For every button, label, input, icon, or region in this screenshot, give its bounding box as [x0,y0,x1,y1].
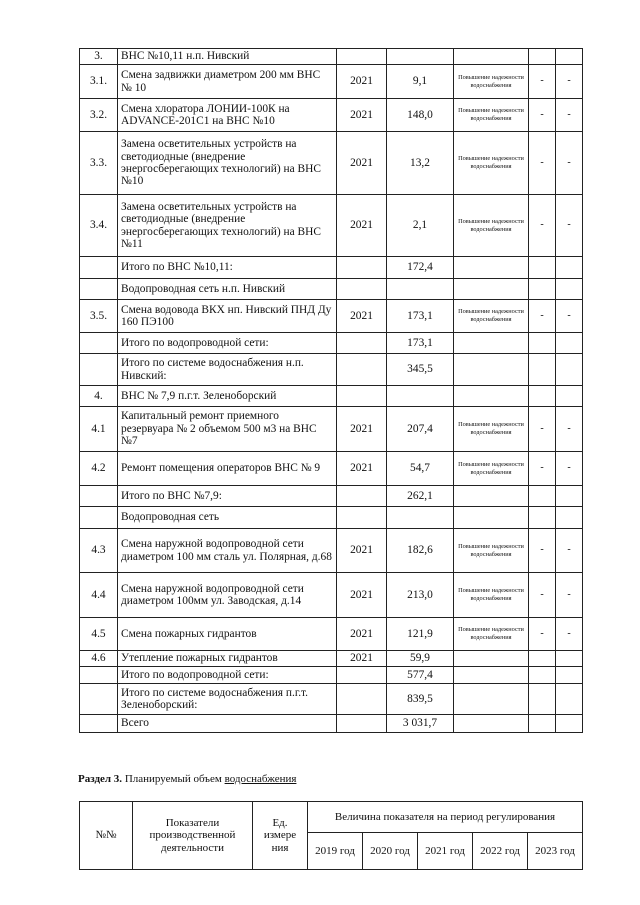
row-goal: Повышение надежности водоснабжения [454,573,529,618]
row-number: 3.4. [80,195,118,257]
row-name: Смена наружной водопроводной сети диаметром 100 мм сталь ул. Полярная, д.68 [118,529,337,573]
section-3-underlined: водоснабжения [224,773,297,785]
investment-table [79,48,583,733]
row-goal: Повышение надежности водоснабжения [454,132,529,195]
section-3-title [78,773,296,785]
row-goal [454,257,529,279]
row-name: Водопроводная сеть н.п. Нивский [118,279,337,300]
row-goal: Повышение надежности водоснабжения [454,300,529,333]
row-year: 2021 [337,407,387,452]
row-amount: 148,0 [387,99,454,132]
section-3-label: Раздел 3. [78,773,123,785]
row-goal [454,507,529,529]
row-name: Итого по ВНС №7,9: [118,486,337,507]
table-row [80,684,583,715]
row-year: 2021 [337,651,387,667]
table-row [80,407,583,452]
row-name: Смена пожарных гидрантов [118,618,337,651]
row-year: 2021 [337,132,387,195]
table-row [80,300,583,333]
row-number: 4. [80,386,118,407]
row-indicator-b [556,684,583,715]
row-amount: 172,4 [387,257,454,279]
row-year: 2021 [337,618,387,651]
row-name: ВНС № 7,9 п.г.т. Зеленоборский [118,386,337,407]
row-indicator-b [556,715,583,733]
row-number [80,667,118,684]
row-name: Итого по системе водоснабжения н.п. Нивский: [118,354,337,386]
row-number [80,257,118,279]
row-indicator-b: - [556,529,583,573]
row-year [337,49,387,65]
section-3-text: Планируемый объем [122,773,225,785]
table-row [80,333,583,354]
row-goal [454,354,529,386]
row-indicator-a [529,486,556,507]
row-goal [454,386,529,407]
row-amount [387,279,454,300]
row-indicator-b: - [556,618,583,651]
header-year: 2023 год [528,833,583,870]
row-amount: 207,4 [387,407,454,452]
row-year [337,279,387,300]
row-name: Смена хлоратора ЛОНИИ-100К на ADVANCE-201C1 на ВНС №10 [118,99,337,132]
row-indicator-a: - [529,573,556,618]
row-number: 4.2 [80,452,118,486]
row-year [337,684,387,715]
row-indicator-a [529,667,556,684]
table-row [80,507,583,529]
row-year: 2021 [337,529,387,573]
row-indicator-b [556,354,583,386]
row-year [337,386,387,407]
row-goal: Повышение надежности водоснабжения [454,195,529,257]
row-name: Смена водовода ВКХ нп. Нивский ПНД Ду 160 ПЭ100 [118,300,337,333]
row-indicator-b [556,486,583,507]
row-indicator-b: - [556,99,583,132]
table-row [80,667,583,684]
row-number [80,684,118,715]
row-year [337,667,387,684]
row-year: 2021 [337,300,387,333]
row-number [80,486,118,507]
row-amount: 9,1 [387,65,454,99]
row-year: 2021 [337,65,387,99]
row-indicator-a [529,279,556,300]
table-row [80,354,583,386]
row-number: 4.1 [80,407,118,452]
row-number [80,354,118,386]
row-name: Утепление пожарных гидрантов [118,651,337,667]
row-number [80,507,118,529]
row-number [80,333,118,354]
row-indicator-b: - [556,195,583,257]
row-name: Водопроводная сеть [118,507,337,529]
row-goal: Повышение надежности водоснабжения [454,618,529,651]
row-indicator-b [556,507,583,529]
table-row [80,529,583,573]
row-indicator-a [529,507,556,529]
row-indicator-a: - [529,195,556,257]
row-goal: Повышение надежности водоснабжения [454,65,529,99]
row-indicator-a [529,386,556,407]
row-indicator-a: - [529,300,556,333]
header-period: Величина показателя на период регулирования [308,802,583,833]
row-amount: 121,9 [387,618,454,651]
table-row [80,715,583,733]
row-name: Всего [118,715,337,733]
table-row [80,99,583,132]
row-name: Замена осветительных устройств на светодиодные (внедрение энергосберегающих технологий) на ВНС №11 [118,195,337,257]
row-indicator-b [556,667,583,684]
row-amount: 182,6 [387,529,454,573]
row-goal [454,651,529,667]
header-year: 2021 год [418,833,473,870]
header-year: 2022 год [473,833,528,870]
row-name: Итого по водопроводной сети: [118,667,337,684]
row-number: 3.5. [80,300,118,333]
row-indicator-b: - [556,407,583,452]
table-row [80,486,583,507]
row-indicator-a: - [529,65,556,99]
header-year: 2020 год [363,833,418,870]
row-indicator-a [529,715,556,733]
row-goal: Повышение надежности водоснабжения [454,452,529,486]
table-row [80,257,583,279]
row-amount: 59,9 [387,651,454,667]
row-year [337,257,387,279]
row-amount [387,507,454,529]
row-indicator-a: - [529,529,556,573]
row-goal [454,667,529,684]
row-amount: 173,1 [387,333,454,354]
row-amount: 13,2 [387,132,454,195]
row-name: Замена осветительных устройств на светодиодные (внедрение энергосберегающих технологий) на ВНС №10 [118,132,337,195]
volume-table [79,801,583,870]
row-indicator-a [529,257,556,279]
row-indicator-a: - [529,407,556,452]
row-amount: 262,1 [387,486,454,507]
row-name: Смена задвижки диаметром 200 мм ВНС № 10 [118,65,337,99]
row-year: 2021 [337,99,387,132]
row-year: 2021 [337,452,387,486]
row-indicator-b [556,257,583,279]
row-goal [454,279,529,300]
row-number [80,279,118,300]
row-indicator-b [556,49,583,65]
row-amount: 54,7 [387,452,454,486]
row-number: 3. [80,49,118,65]
row-number: 3.1. [80,65,118,99]
row-amount: 839,5 [387,684,454,715]
table-row [80,279,583,300]
row-name: Смена наружной водопроводной сети диаметром 100мм ул. Заводская, д.14 [118,573,337,618]
row-goal [454,715,529,733]
row-number: 4.5 [80,618,118,651]
row-indicator-a [529,684,556,715]
table-row [80,132,583,195]
row-indicator-a: - [529,452,556,486]
row-indicator-a [529,354,556,386]
row-goal: Повышение надежности водоснабжения [454,407,529,452]
row-year: 2021 [337,195,387,257]
row-year [337,333,387,354]
row-indicator-b: - [556,132,583,195]
row-indicator-a [529,333,556,354]
row-goal [454,684,529,715]
row-amount: 3 031,7 [387,715,454,733]
table-row [80,651,583,667]
row-name: Итого по системе водоснабжения п.г.т. Зеленоборский: [118,684,337,715]
table-row [80,452,583,486]
header-unit: Ед. измере ния [253,802,308,870]
table-row [80,195,583,257]
row-amount: 577,4 [387,667,454,684]
row-number: 4.3 [80,529,118,573]
row-indicator-b: - [556,452,583,486]
row-amount [387,386,454,407]
row-amount: 2,1 [387,195,454,257]
row-indicator-a: - [529,99,556,132]
row-indicator-b [556,386,583,407]
header-indicators: Показатели производственной деятельности [133,802,253,870]
row-year [337,354,387,386]
row-number: 3.2. [80,99,118,132]
row-name: Ремонт помещения операторов ВНС № 9 [118,452,337,486]
row-indicator-b: - [556,573,583,618]
row-indicator-b: - [556,65,583,99]
row-name: Капитальный ремонт приемного резервуара № 2 объемом 500 м3 на ВНС №7 [118,407,337,452]
row-number [80,715,118,733]
table-row [80,65,583,99]
row-goal [454,49,529,65]
header-year: 2019 год [308,833,363,870]
row-indicator-b: - [556,300,583,333]
row-indicator-b [556,279,583,300]
row-number: 3.3. [80,132,118,195]
row-amount: 173,1 [387,300,454,333]
row-indicator-a [529,651,556,667]
table-row [80,618,583,651]
row-indicator-a: - [529,132,556,195]
table-row [80,49,583,65]
row-year: 2021 [337,573,387,618]
table-row [80,386,583,407]
row-name: ВНС №10,11 н.п. Нивский [118,49,337,65]
row-goal: Повышение надежности водоснабжения [454,529,529,573]
row-indicator-a: - [529,618,556,651]
table-row [80,573,583,618]
row-amount: 345,5 [387,354,454,386]
row-indicator-a [529,49,556,65]
row-name: Итого по водопроводной сети: [118,333,337,354]
row-amount [387,49,454,65]
row-year [337,486,387,507]
row-goal [454,333,529,354]
row-number: 4.6 [80,651,118,667]
row-year [337,507,387,529]
row-year [337,715,387,733]
row-indicator-b [556,333,583,354]
row-name: Итого по ВНС №10,11: [118,257,337,279]
row-number: 4.4 [80,573,118,618]
row-goal: Повышение надежности водоснабжения [454,99,529,132]
row-goal [454,486,529,507]
row-indicator-b [556,651,583,667]
header-num: №№ [80,802,133,870]
row-amount: 213,0 [387,573,454,618]
